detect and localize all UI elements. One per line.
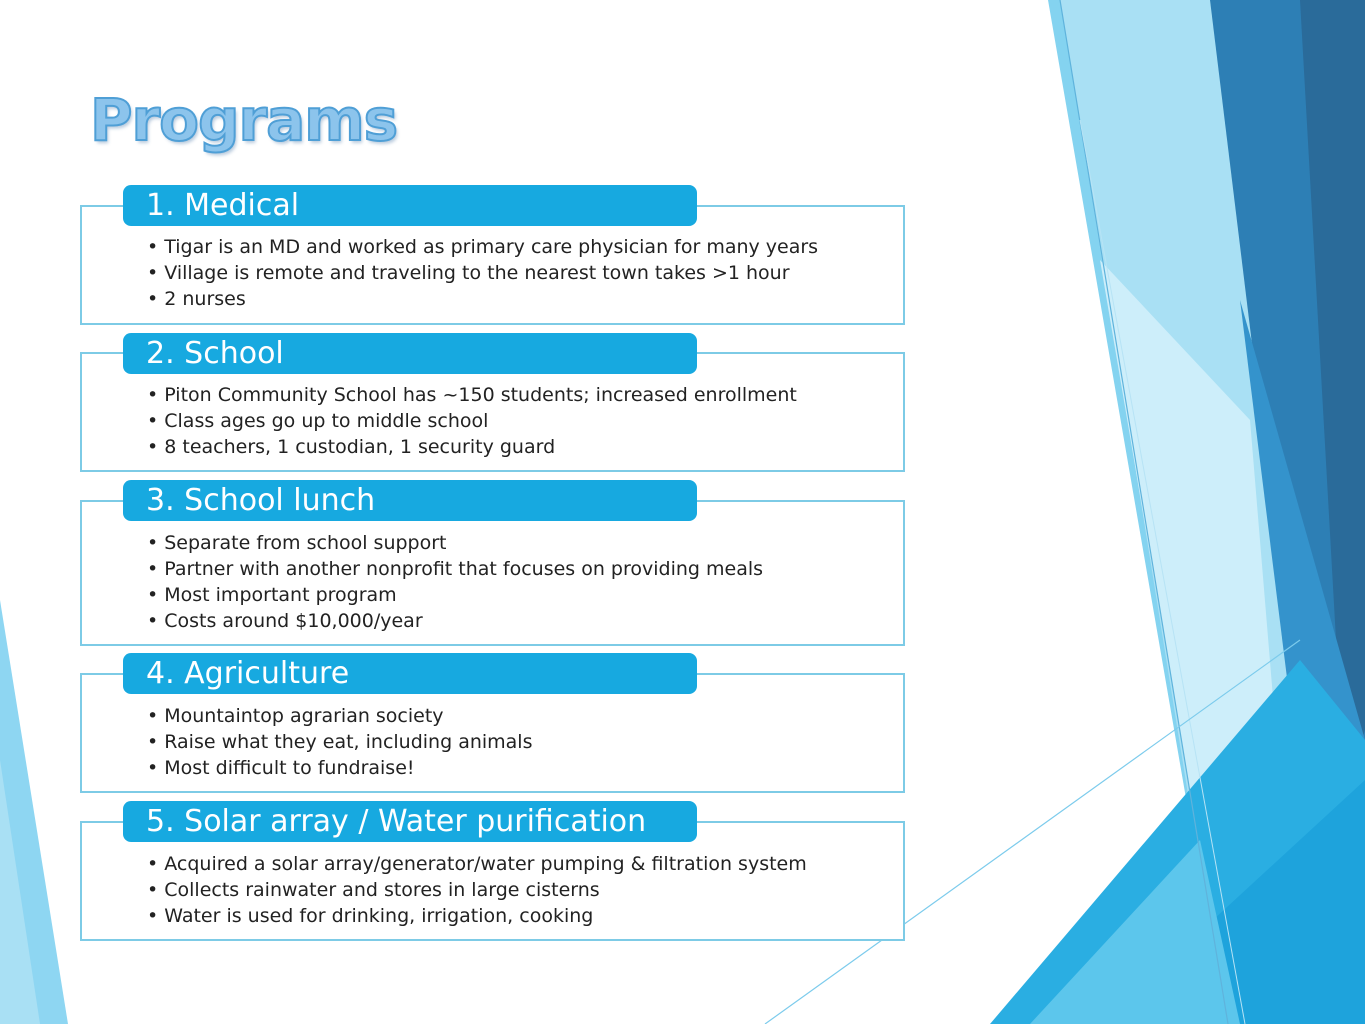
list-item: • Partner with another nonprofit that focuses on providing meals xyxy=(147,556,763,582)
list-item: • Separate from school support xyxy=(147,530,763,556)
section-heading: 4. Agriculture xyxy=(123,653,697,694)
bullet-list xyxy=(147,234,818,312)
list-item: • Most difficult to fundraise! xyxy=(147,755,533,781)
bullet-list xyxy=(147,851,807,929)
section-agriculture xyxy=(80,653,905,793)
section-heading: 3. School lunch xyxy=(123,480,697,521)
list-item: • Water is used for drinking, irrigation, cooking xyxy=(147,903,807,929)
section-solar-water xyxy=(80,801,905,941)
list-item: • Most important program xyxy=(147,582,763,608)
section-school-lunch xyxy=(80,480,905,646)
list-item: • Tigar is an MD and worked as primary care physician for many years xyxy=(147,234,818,260)
list-item: • Collects rainwater and stores in large cisterns xyxy=(147,877,807,903)
list-item: • Class ages go up to middle school xyxy=(147,408,797,434)
bullet-list xyxy=(147,382,797,460)
list-item: • Acquired a solar array/generator/water pumping & filtration system xyxy=(147,851,807,877)
list-item: • 8 teachers, 1 custodian, 1 security guard xyxy=(147,434,797,460)
bullet-list xyxy=(147,530,763,634)
bullet-list xyxy=(147,703,533,781)
list-item: • 2 nurses xyxy=(147,286,818,312)
list-item: • Raise what they eat, including animals xyxy=(147,729,533,755)
slide-title: Programs xyxy=(90,86,398,154)
section-heading: 1. Medical xyxy=(123,185,697,226)
section-heading: 2. School xyxy=(123,333,697,374)
list-item: • Village is remote and traveling to the nearest town takes >1 hour xyxy=(147,260,818,286)
list-item: • Costs around $10,000/year xyxy=(147,608,763,634)
list-item: • Mountaintop agrarian society xyxy=(147,703,533,729)
list-item: • Piton Community School has ~150 students; increased enrollment xyxy=(147,382,797,408)
section-medical xyxy=(80,185,905,325)
section-school xyxy=(80,333,905,472)
section-heading: 5. Solar array / Water purification xyxy=(123,801,697,842)
